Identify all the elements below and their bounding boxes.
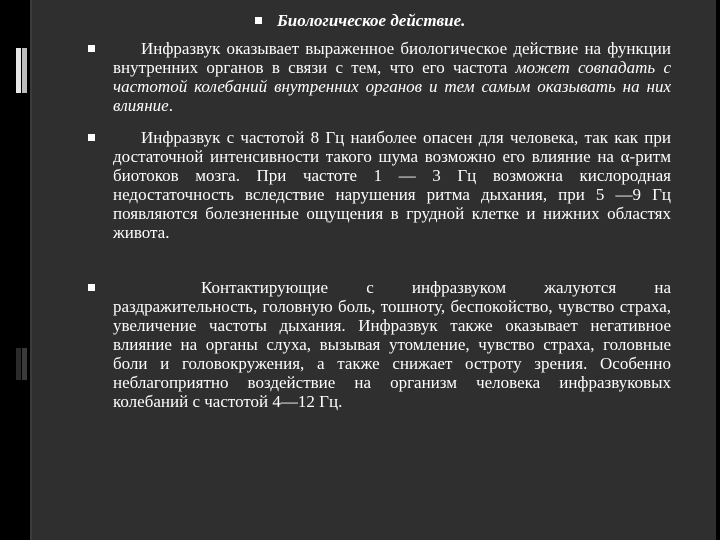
- decorative-bar: [16, 48, 21, 93]
- paragraph-2: Инфразвук с частотой 8 Гц наиболее опасен для человека, так как при достаточной интенсивности такого шума возможно его влияние на α-ритм биотоков мозга. При частоте 1 — 3 Гц возможна кислородная недостаточность вследствие нарушения ритма дыхания, при 5 —9 Гц появляются болезненные ощущения в грудной клетке и нижних областях живота.: [113, 128, 671, 242]
- bullet-icon: [88, 284, 95, 291]
- bullet-icon: [88, 45, 95, 52]
- bullet-icon: [88, 134, 95, 141]
- panel-edge: [30, 0, 32, 540]
- paragraph-1: [113, 39, 671, 115]
- decorative-bar: [16, 348, 21, 380]
- bullet-icon: [255, 17, 262, 24]
- paragraph-1-italic: может совпадать с частотой колебаний внутренних органов и тем самым оказывать на них влияние: [113, 58, 672, 115]
- paragraph-3: Контактирующие с инфразвуком жалуются на раздражительность, головную боль, тошноту, беспокойство, чувство страха, увеличение частоты дыхания. Инфразвук также оказывает негативное влияние на органы слуха, вызывая утомление, чувство страха, головные боли и головокружения, а также снижает остроту зрения. Особенно неблагоприятно воздействие на организм человека инфразвуковых колебаний с частотой 4—12 Гц.: [113, 278, 671, 411]
- paragraph-1-tail: .: [168, 96, 173, 115]
- decorative-bar: [22, 48, 27, 93]
- slide-heading: Биологическое действие.: [277, 11, 466, 30]
- paragraph-1-text: Инфразвук оказывает выраженное биологическое действие на функции внутренних органов в связи с тем, что его частота: [113, 39, 671, 77]
- decorative-bar: [22, 348, 27, 380]
